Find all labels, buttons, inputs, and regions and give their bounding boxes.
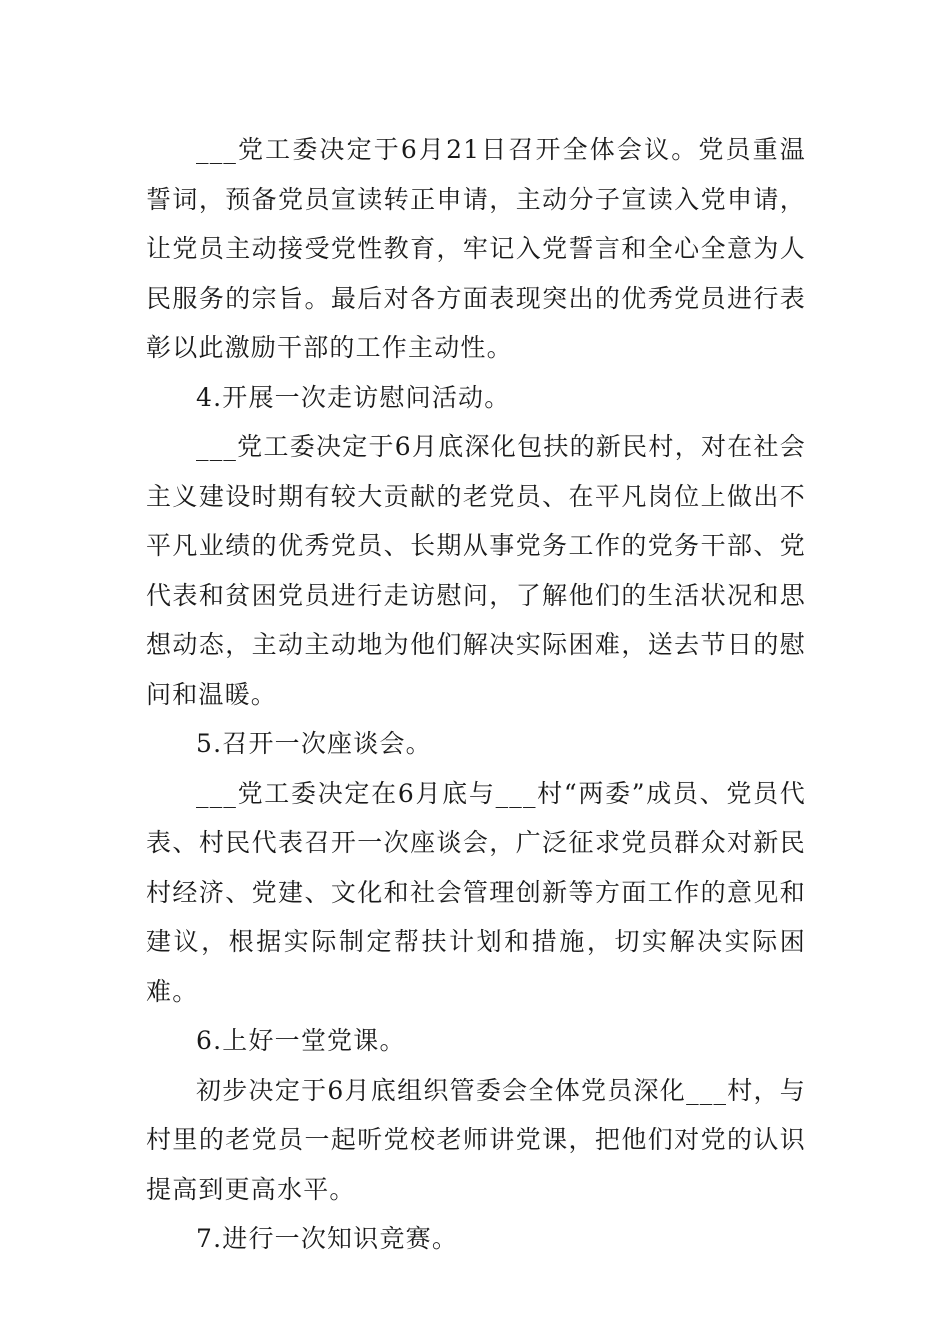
heading-knowledge-contest: 7.进行一次知识竞赛。 <box>196 1224 459 1253</box>
heading-visit-activity: 4.开展一次走访慰问活动。 <box>196 382 511 412</box>
paragraph-party-lesson: 初步决定于6月底组织管委会全体党员深化___村，与村里的老党员一起听党校老师讲党课，把他们对党的认识提高到更高水平。 <box>146 1075 806 1204</box>
paragraph-symposium: ___党工委决定在6月底与___村“两委”成员、党员代表、村民代表召开一次座谈会，广泛征求党员群众对新民村经济、党建、文化和社会管理创新等方面工作的意见和建议，根据实际制定帮扶计划和措施，切实解决实际困难。 <box>146 778 806 1006</box>
paragraph-general-meeting: ___党工委决定于6月21日召开全体会议。党员重温誓词，预备党员宣读转正申请，主动分子宣读入党申请，让党员主动接受党性教育，牢记入党誓言和全心全意为人民服务的宗旨。最后对各方面表现突出的优秀党员进行表彰以此激励干部的工作主动性。 <box>146 135 806 362</box>
paragraph-visit-activity: ___党工委决定于6月底深化包扶的新民村，对在社会主义建设时期有较大贡献的老党员、在平凡岗位上做出不平凡业绩的优秀党员、长期从事党务工作的党务干部、党代表和贫困党员进行走访慰问，了解他们的生活状况和思想动态，主动主动地为他们解决实际困难，送去节日的慰问和温暖。 <box>146 432 806 709</box>
document-body <box>146 125 806 1264</box>
heading-symposium: 5.召开一次座谈会。 <box>196 729 432 758</box>
heading-party-lesson: 6.上好一堂党课。 <box>196 1026 406 1055</box>
